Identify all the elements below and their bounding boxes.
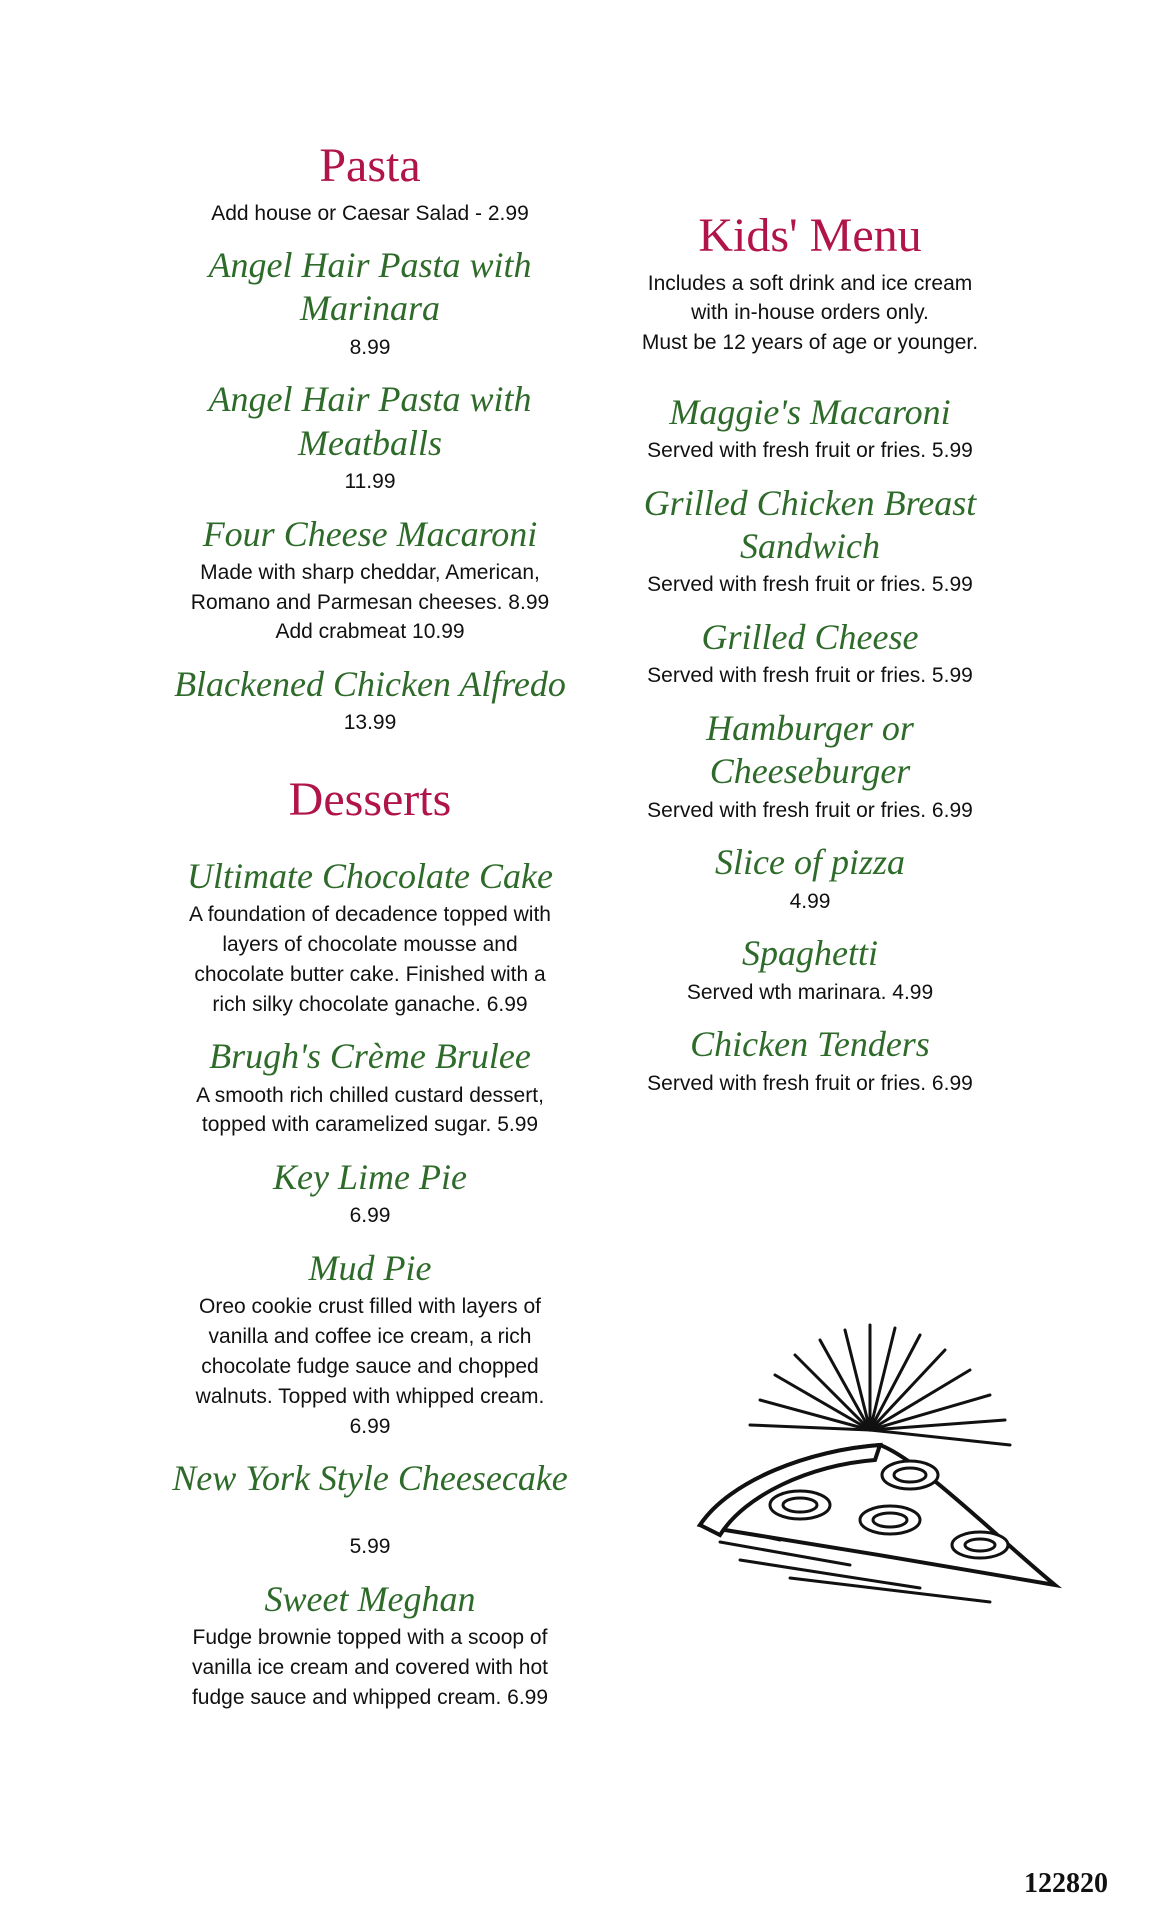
right-column (610, 210, 1010, 1098)
item-desc: A smooth rich chilled custard dessert, topped with caramelized sugar. 5.99 (196, 1083, 544, 1137)
item-desc: Served wth marinara. 4.99 (686, 980, 934, 1004)
menu-item (155, 1247, 585, 1441)
item-desc: 11.99 (344, 469, 396, 493)
pizza-slice-icon (670, 1310, 1070, 1610)
item-name: Slice of pizza (715, 842, 905, 883)
menu-item (610, 482, 1010, 600)
desserts-title: Desserts (288, 773, 452, 827)
item-name: Hamburger or Cheeseburger (706, 708, 914, 792)
item-desc: 6.99 (349, 1204, 391, 1228)
menu-item (610, 707, 1010, 825)
item-name: Sweet Meghan (264, 1579, 476, 1620)
item-desc: Fudge brownie topped with a scoop of vanilla ice cream and covered with hot fudge sauce and whipped cream. 6.99 (191, 1626, 549, 1710)
item-name: Four Cheese Macaroni (202, 513, 538, 554)
menu-item (610, 391, 1010, 466)
menu-item (610, 616, 1010, 691)
item-desc: Served with fresh fruit or fries. 5.99 (647, 573, 973, 597)
menu-item (155, 855, 585, 1019)
menu-item (610, 841, 1010, 916)
item-name: Spaghetti (742, 933, 878, 974)
item-name: Angel Hair Pasta with Marinara (208, 245, 532, 329)
menu-item (610, 1023, 1010, 1098)
item-desc: Oreo cookie crust filled with layers of vanilla and coffee ice cream, a rich chocolate fudge sauce and chopped walnuts. Topped with whipped cream. 6.99 (195, 1295, 545, 1438)
item-name: Grilled Cheese (701, 617, 919, 658)
menu-item (155, 513, 585, 648)
menu-item (155, 1578, 585, 1713)
item-desc: A foundation of decadence topped with layers of chocolate mousse and chocolate butter cake. Finished with a rich silky chocolate ganache. 6.99 (189, 903, 551, 1016)
item-name: Mud Pie (308, 1248, 432, 1289)
menu-item (155, 1156, 585, 1231)
menu-item (610, 932, 1010, 1007)
kids-menu-note: Includes a soft drink and ice cream with in-house orders only. Must be 12 years of age or younger. (641, 271, 979, 354)
item-name: Key Lime Pie (273, 1157, 467, 1198)
menu-item (155, 1035, 585, 1140)
item-desc: Served with fresh fruit or fries. 5.99 (647, 664, 973, 688)
kids-menu-title: Kids' Menu (698, 209, 922, 262)
pasta-note: Add house or Caesar Salad - 2.99 (211, 201, 529, 225)
menu-item (155, 244, 585, 362)
menu-item (155, 1457, 585, 1562)
kids-items (610, 391, 1010, 1098)
item-name: Brugh's Crème Brulee (209, 1036, 531, 1077)
item-name: Maggie's Macaroni (669, 391, 951, 432)
item-name: Chicken Tenders (690, 1024, 930, 1065)
item-desc: Made with sharp cheddar, American, Romano and Parmesan cheeses. 8.99 Add crabmeat 10.99 (190, 560, 550, 644)
item-desc: 5.99 (349, 1535, 391, 1559)
menu-item (155, 663, 585, 738)
item-name: Blackened Chicken Alfredo (174, 664, 566, 705)
menu-item (155, 378, 585, 496)
item-desc: 8.99 (349, 335, 391, 359)
item-name: Ultimate Chocolate Cake (187, 855, 553, 896)
item-name: Grilled Chicken Breast Sandwich (643, 482, 977, 567)
item-desc: Served with fresh fruit or fries. 6.99 (647, 1071, 973, 1095)
left-column (155, 140, 585, 1713)
item-name: Angel Hair Pasta with Meatballs (208, 379, 532, 463)
pasta-title: Pasta (319, 139, 421, 192)
pasta-items (155, 244, 585, 738)
item-desc: 4.99 (789, 889, 831, 913)
document-code: 122820 (1024, 1868, 1108, 1899)
item-desc: Served with fresh fruit or fries. 6.99 (647, 798, 973, 822)
desserts-items (155, 855, 585, 1713)
item-desc: 13.99 (343, 711, 397, 735)
item-name: New York Style Cheesecake (172, 1458, 568, 1499)
item-desc: Served with fresh fruit or fries. 5.99 (647, 439, 973, 463)
